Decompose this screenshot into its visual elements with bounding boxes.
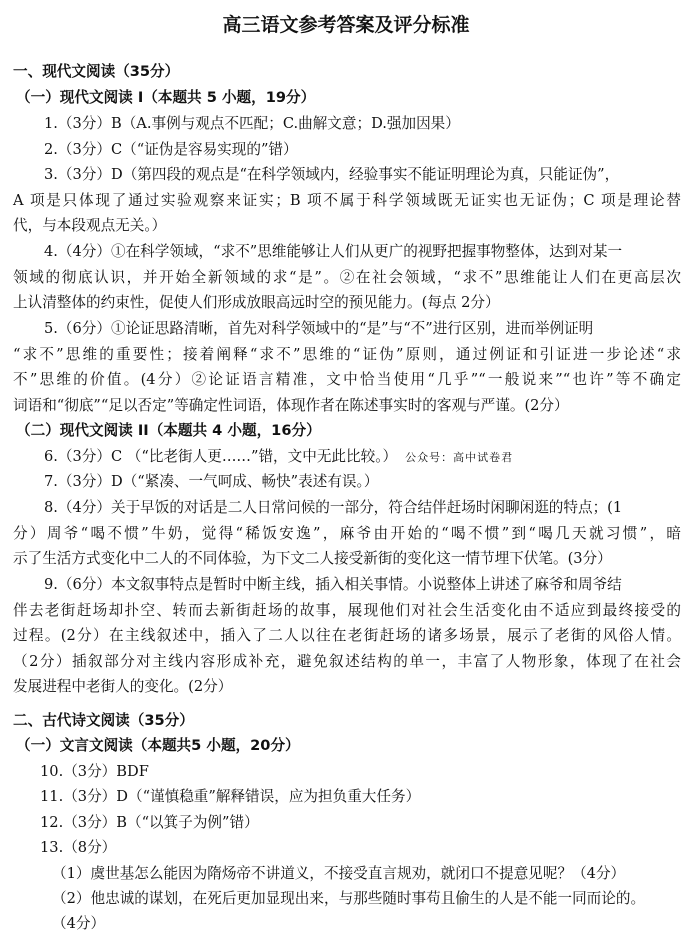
answer-q13-part-2: （2）他忠诚的谋划，在死后更加显现出来，与那些随时事苟且偷生的人是不能一同而论的。 <box>52 890 646 907</box>
answer-q3-line-2: A 项是只体现了通过实验观察来证实；B 项不属于科学领域既无证实也无证伪；C 项是理论替 <box>13 192 681 209</box>
answer-q2: 2.（3分）C（“证伪是容易实现的”错） <box>44 141 298 158</box>
answer-q4-line-2: 领域的彻底认识，并开始全新领域的求“是”。②在社会领域，“求不”思维能让人们在更高层次 <box>13 269 681 286</box>
answer-q9-line-5: 发展进程中老街人的变化。(2分） <box>13 678 233 695</box>
answer-q10: 10.（3分）BDF <box>40 763 149 780</box>
answer-q6 <box>44 447 513 468</box>
answer-q7: 7.（3分）D（“紧凑、一气呵成、畅快”表述有误。） <box>44 473 379 490</box>
answer-q4-line-1: 4.（4分）①在科学领域，“求不”思维能够让人们从更广的视野把握事物整体，达到对某一 <box>44 243 623 260</box>
answer-q5-line-3: 不”思维的价值。(4分）②论证语言精准，文中恰当使用“几乎”“一般说来”“也许”等不确定 <box>13 371 681 388</box>
page-title: 高三语文参考答案及评分标准 <box>222 14 470 36</box>
answer-q5-line-4: 词语和“彻底”“足以否定”等确定性词语，体现作者在陈述事实时的客观与严谨。(2分） <box>13 397 569 414</box>
answer-q3-line-1: 3.（3分）D（第四段的观点是“在科学领域内，经验事实不能证明理论为真，只能证伪”， <box>44 166 620 183</box>
answer-q8-line-2: 分）周爷“喝不惯”牛奶，觉得“稀饭安逸”，麻爷由开始的“喝不惯”到“喝几天就习惯”，暗 <box>13 525 681 542</box>
answer-q9-line-3: 过程。(2分）在主线叙述中，插入了二人以往在老街赶场的诸多场景，展示了老街的风俗人情。 <box>13 627 681 644</box>
answer-q4-line-3: 上认清整体的约束性，促使人们形成放眼高远时空的预见能力。(每点 2分） <box>13 294 500 311</box>
part-heading-modern-reading-2: （二）现代文阅读 II（本题共 4 小题，16分） <box>16 422 321 439</box>
answer-q5-line-2: “求不”思维的重要性；接着阐释“求不”思维的“证伪”原则，通过例证和引证进一步论述“求 <box>13 346 681 363</box>
answer-q13: 13.（8分） <box>40 839 117 856</box>
answer-q3-line-3: 代，与本段观点无关。） <box>13 217 167 234</box>
answer-q8-line-1: 8.（4分）关于早饭的对话是二人日常问候的一部分，符合结伴赶场时闲聊闲逛的特点；(1 <box>44 499 623 516</box>
part-heading-classical-prose: （一）文言文阅读（本题共5 小题，20分） <box>16 737 300 754</box>
answer-q5-line-1: 5.（6分）①论证思路清晰，首先对科学领域中的“是”与“不”进行区别，进而举例证明 <box>44 320 594 337</box>
section-heading-modern-reading: 一、现代文阅读（35分） <box>13 63 180 80</box>
answer-q13-part-2-score: （4分） <box>52 915 106 932</box>
answer-q11: 11.（3分）D（“谨慎稳重”解释错误，应为担负重大任务） <box>40 788 421 805</box>
answer-q8-line-3: 示了生活方式变化中二人的不同体验，为下文二人接受新街的变化这一情节埋下伏笔。(3分） <box>13 550 612 567</box>
answer-q9-line-2: 伴去老街赶场却扑空、转而去新街赶场的故事，展现他们对社会生活变化由不适应到最终接受的 <box>13 602 681 619</box>
section-heading-classical-reading: 二、古代诗文阅读（35分） <box>13 712 194 729</box>
watermark-text: 公众号：高中试卷君 <box>405 451 514 464</box>
answer-q9-line-4: （2分）插叙部分对主线内容形成补充，避免叙述结构的单一，丰富了人物形象，体现了在社会 <box>13 653 681 670</box>
answer-q13-part-1: （1）虞世基怎么能因为隋炀帝不讲道义，不接受直言规劝，就闭口不提意见呢？（4分） <box>52 865 626 882</box>
answer-q1: 1.（3分）B（A.事例与观点不匹配；C.曲解文意；D.强加因果） <box>44 115 460 132</box>
answer-q9-line-1: 9.（6分）本文叙事特点是暂时中断主线，插入相关事情。小说整体上讲述了麻爷和周爷结 <box>44 576 622 593</box>
answer-q6-text: 6.（3分）C （“比老街人更……”错，文中无此比较。） <box>44 448 398 465</box>
part-heading-modern-reading-1: （一）现代文阅读 I（本题共 5 小题，19分） <box>16 89 316 106</box>
answer-q12: 12.（3分）B（“以箕子为例”错） <box>40 814 259 831</box>
